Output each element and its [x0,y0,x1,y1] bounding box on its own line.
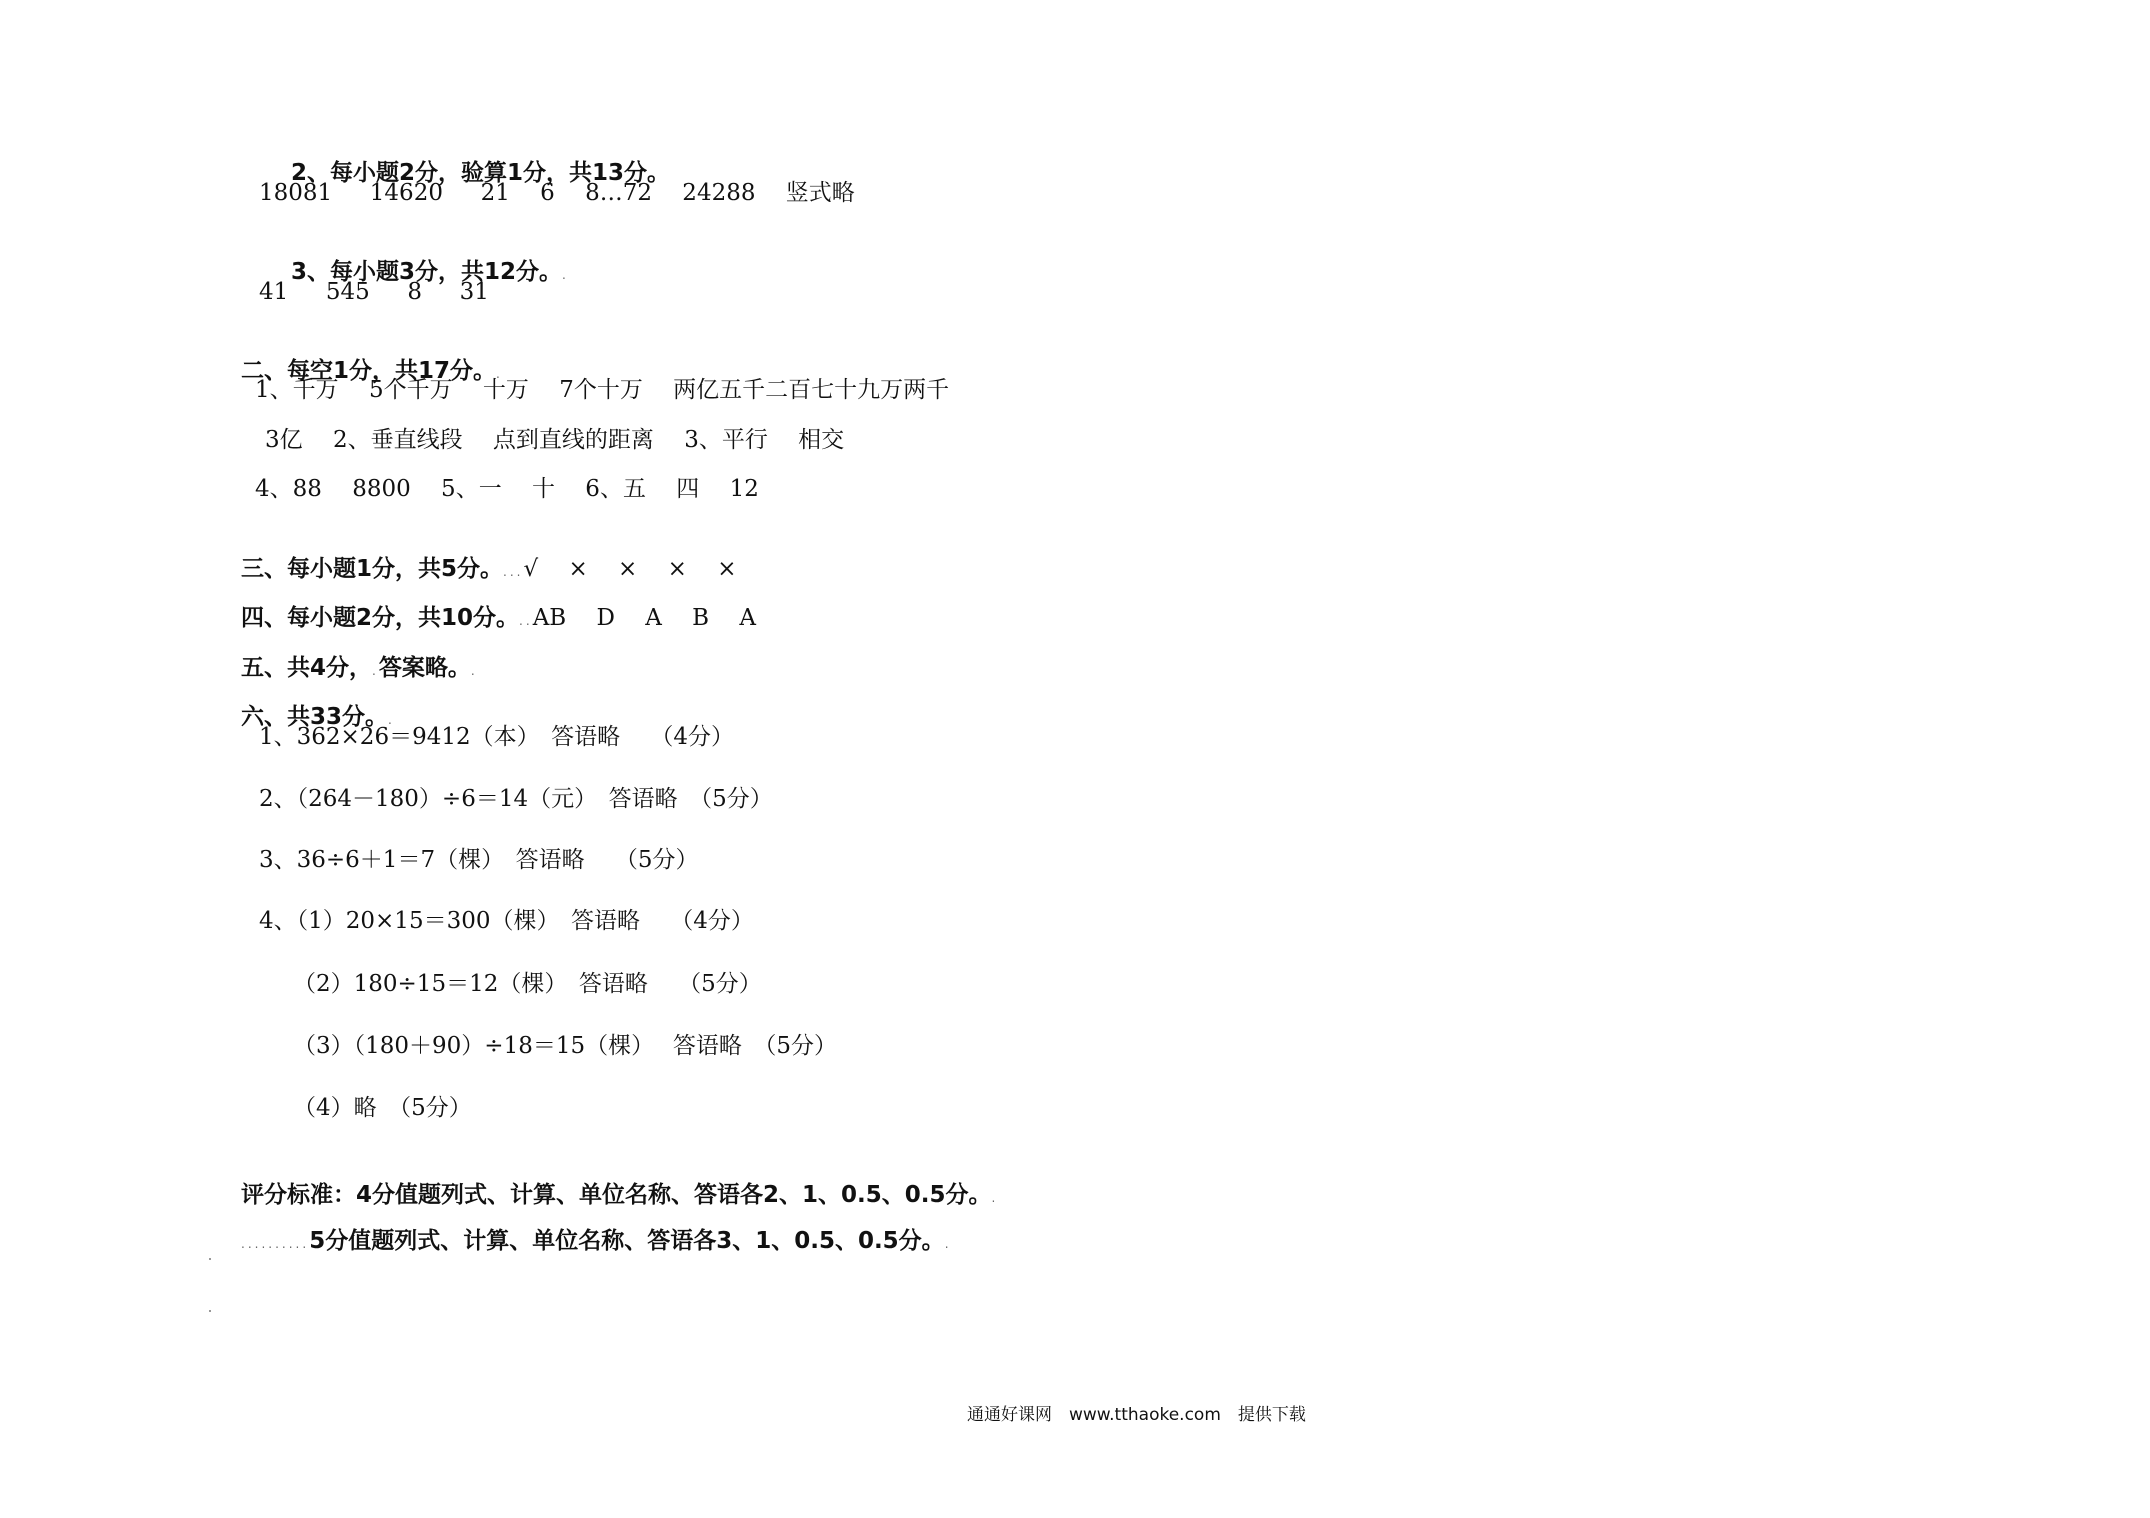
section-6-q4-3: （3）（180＋90）÷18＝15（棵） 答语略 （5分） [293,1033,838,1059]
scoring-criteria-line-1: 评分标准：4分值题列式、计算、单位名称、答语各2、1、0.5、0.5分。. [241,1182,999,1208]
section-1-2-answers: 18081 14620 21 6 8…72 24288 竖式略 [259,180,855,206]
section-6-q4-4: （4）略 （5分） [293,1095,472,1121]
section-1-3-heading: 3、每小题3分，共12分。. [291,259,569,285]
section-6-q2: 2、（264－180）÷6＝14（元） 答语略 （5分） [259,786,773,812]
footer-source: 通通好课网 www.tthaoke.com 提供下载 [967,1405,1306,1425]
section-6-q3: 3、36÷6＋1＝7（棵） 答语略 （5分） [259,847,699,873]
section-3-answers: √ × × × × [523,556,737,582]
scoring-criteria-line-2: ..........5分值题列式、计算、单位名称、答语各3、1、0.5、0.5分。. [241,1228,952,1254]
section-3-line: 三、每小题1分，共5分。...√ × × × × [241,556,737,582]
section-6-q4-2: （2）180÷15＝12（棵） 答语略 （5分） [293,971,762,997]
section-2-answers-line-3: 4、88 8800 5、一 十 6、五 四 12 [255,476,759,502]
section-4-line: 四、每小题2分，共10分。..AB D A B A [241,605,757,631]
section-5-line: 五、共4分，.答案略。. [241,655,478,681]
section-6-q1: 1、362×26＝9412（本） 答语略 （4分） [259,724,735,750]
dot-mark [209,1258,211,1260]
section-1-3-answers: 41 545 8 31 [259,279,489,305]
section-2-answers-line-1: 1、千万 5个千万 十万 7个十万 两亿五千二百七十九万两千 [255,377,950,403]
section-1-2-heading: 2、每小题2分，验算1分，共13分。 [291,160,671,186]
section-2-answers-line-2: 3亿 2、垂直线段 点到直线的距离 3、平行 相交 [265,427,845,453]
dot-mark [209,1310,211,1312]
section-6-q4-1: 4、（1）20×15＝300（棵） 答语略 （4分） [259,908,754,934]
section-6-heading: 六、共33分。. [241,704,395,730]
section-2-heading: 二、每空1分，共17分。. [241,358,503,384]
section-4-answers: AB D A B A [532,605,757,631]
